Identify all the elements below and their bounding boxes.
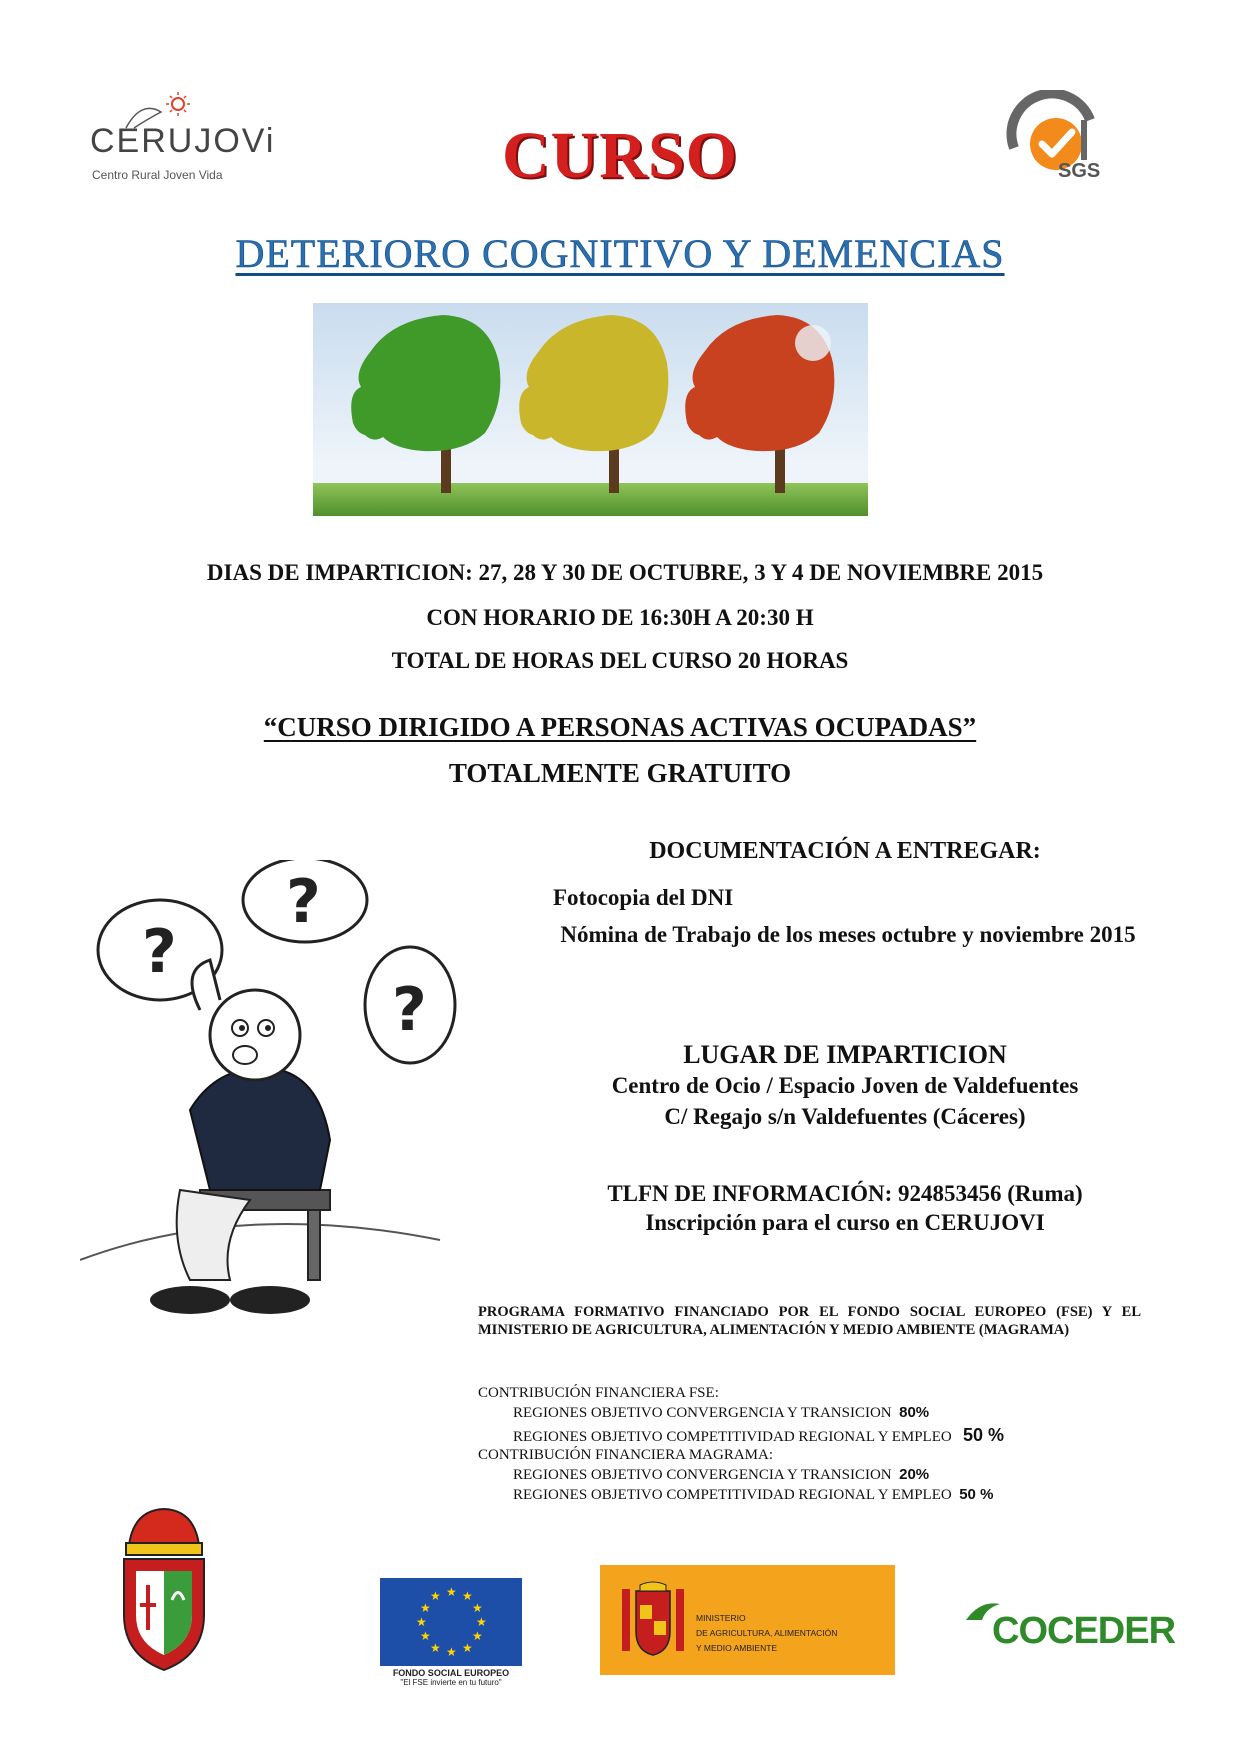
ministerio-line-3: Y MEDIO AMBIENTE	[696, 1643, 778, 1653]
course-name: DETERIORO COGNITIVO Y DEMENCIAS	[235, 231, 1005, 276]
svg-text:★: ★	[416, 1615, 427, 1629]
cerujovi-logo-text: CERUJOVi	[90, 122, 276, 160]
svg-text:★: ★	[476, 1615, 487, 1629]
svg-text:★: ★	[462, 1641, 473, 1655]
documentation-item-nomina: Nómina de Trabajo de los meses octubre y noviembre 2015	[560, 922, 1136, 947]
fse-convergence-line	[513, 1403, 929, 1423]
eu-caption	[380, 1668, 522, 1687]
eu-fse-logo	[380, 1578, 522, 1687]
info-phone: TLFN DE INFORMACIÓN: 924853456 (Ruma)	[607, 1181, 1083, 1206]
ministerio-line-2: DE AGRICULTURA, ALIMENTACIÓN	[696, 1628, 838, 1638]
fse-competitiveness-pct: 50 %	[962, 1425, 1004, 1445]
documentation-heading: DOCUMENTACIÓN A ENTREGAR:	[649, 838, 1041, 864]
tree-heads-image	[313, 303, 868, 516]
svg-text:★: ★	[472, 1629, 483, 1643]
svg-text:★: ★	[430, 1641, 441, 1655]
magrama-convergence-pct: 20%	[899, 1466, 930, 1483]
coceder-logo	[964, 1596, 1176, 1666]
page-title: CURSO	[501, 119, 739, 192]
eu-caption-slogan: "El FSE invierte en tu futuro"	[400, 1678, 502, 1687]
svg-text:?: ?	[142, 917, 177, 987]
location-address: C/ Regajo s/n Valdefuentes (Cáceres)	[664, 1104, 1026, 1129]
svg-text:?: ?	[286, 867, 321, 937]
funding-program-text: PROGRAMA FORMATIVO FINANCIADO POR EL FONDO SOCIAL EUROPEO (FSE) Y EL MINISTERIO DE AGRICULTURA, ALIMENTACIÓN Y MEDIO AMBIENTE (MAGRAMA)	[478, 1304, 1141, 1338]
documentation-item-dni: Fotocopia del DNI	[553, 885, 734, 910]
fse-competitiveness-label: REGIONES OBJETIVO COMPETITIVIDAD REGIONAL Y EMPLEO	[513, 1429, 952, 1445]
ministerio-line-1: MINISTERIO	[696, 1613, 746, 1623]
svg-text:★: ★	[446, 1645, 457, 1659]
eu-caption-title: FONDO SOCIAL EUROPEO	[392, 1668, 510, 1678]
cerujovi-tagline: Centro Rural Joven Vida	[92, 168, 223, 182]
fse-contribution-heading: CONTRIBUCIÓN FINANCIERA FSE:	[478, 1385, 719, 1401]
fse-competitiveness-line	[513, 1425, 1004, 1447]
magrama-competitiveness-label: REGIONES OBJETIVO COMPETITIVIDAD REGIONAL Y EMPLEO	[513, 1487, 952, 1503]
svg-text:★: ★	[462, 1589, 473, 1603]
magrama-convergence-label: REGIONES OBJETIVO CONVERGENCIA Y TRANSICION	[513, 1467, 892, 1483]
valdefuentes-coat-of-arms	[114, 1505, 214, 1675]
svg-text:★: ★	[430, 1589, 441, 1603]
sgs-text: SGS	[1058, 160, 1101, 182]
free-line: TOTALMENTE GRATUITO	[448, 758, 792, 788]
svg-text:★: ★	[420, 1629, 431, 1643]
coceder-text: COCEDER	[992, 1610, 1176, 1652]
spain-coat-of-arms-icon	[614, 1581, 694, 1661]
ministerio-text	[696, 1611, 837, 1656]
svg-text:★: ★	[420, 1601, 431, 1615]
audience-line	[0, 712, 1240, 743]
magrama-competitiveness-pct: 50 %	[959, 1486, 994, 1503]
location-heading: LUGAR DE IMPARTICION	[683, 1040, 1007, 1069]
total-horas: TOTAL DE HORAS DEL CURSO 20 HORAS	[391, 648, 849, 673]
magrama-convergence-line	[513, 1465, 929, 1485]
fse-convergence-label: REGIONES OBJETIVO CONVERGENCIA Y TRANSICION	[513, 1405, 892, 1421]
magrama-contribution-heading: CONTRIBUCIÓN FINANCIERA MAGRAMA:	[478, 1447, 774, 1463]
magrama-competitiveness-line	[513, 1485, 993, 1505]
dias-imparticion: DIAS DE IMPARTICION: 27, 28 Y 30 DE OCTUBRE, 3 Y 4 DE NOVIEMBRE 2015	[206, 560, 1044, 585]
eu-flag-icon	[380, 1578, 522, 1666]
svg-text:★: ★	[472, 1601, 483, 1615]
audience-text: “CURSO DIRIGIDO A PERSONAS ACTIVAS OCUPADAS”	[263, 712, 977, 742]
fse-convergence-pct: 80%	[899, 1404, 930, 1421]
svg-text:?: ?	[392, 975, 427, 1045]
ministerio-logo	[600, 1565, 895, 1675]
horario: CON HORARIO DE 16:30H A 20:30 H	[426, 605, 814, 630]
thinking-man-illustration	[80, 860, 460, 1330]
svg-text:★: ★	[446, 1585, 457, 1599]
registration-info: Inscripción para el curso en CERUJOVI	[645, 1210, 1045, 1235]
location-venue: Centro de Ocio / Espacio Joven de Valdefuentes	[611, 1073, 1079, 1098]
